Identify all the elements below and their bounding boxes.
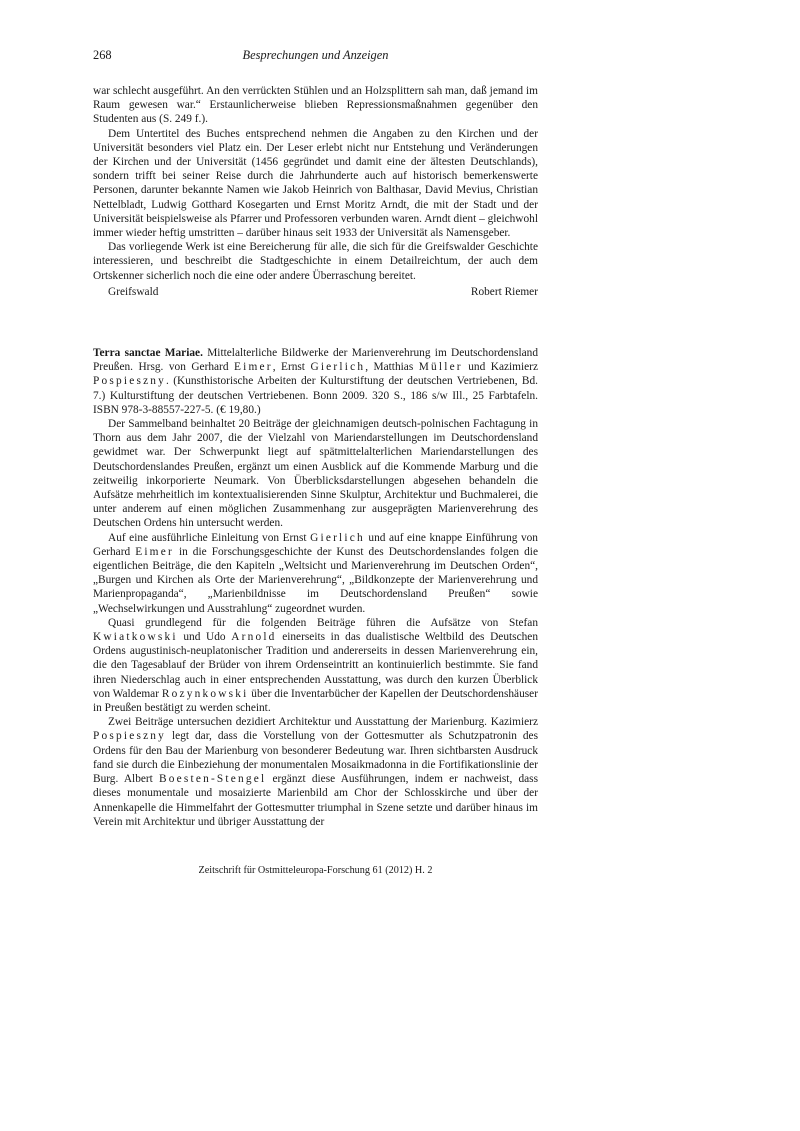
paragraph-text: Quasi grundlegend für die folgenden Beiträge führen die Aufsätze von Stefan — [108, 616, 538, 629]
review-2-paragraph — [93, 715, 538, 829]
author-name: Kwiatkowski — [93, 631, 178, 644]
biblio-text: , Matthias — [365, 361, 419, 374]
biblio-text: Mittelalterliche Bildwerke der Marienverehrung im Deutschordensland Preußen. Hrsg. von Gerhard — [93, 347, 539, 374]
editor-name: Pospieszny — [93, 375, 167, 388]
book-title: Terra sanctae Mariae. — [93, 347, 203, 359]
paragraph-text: in die Forschungsgeschichte der Kunst des Deutschordenslandes folgen die eigentlichen Beiträge, die den Kapiteln „Weltsicht und Marienverehrung im Deutschen Orden“, „Burgen und Kirchen als Orte der Marienverehrung“, „Bildkonzepte der Marienverehrung und Marienpropaganda“, „Marienbildnisse im Deutschordensland Preußen“ sowie „Wechselwirkungen und Ausstrahlung“ zugeordnet wurden. — [93, 545, 538, 615]
reviewer-name: Robert Riemer — [470, 285, 538, 298]
bibliographic-entry — [93, 346, 538, 417]
review-1-paragraph: Das vorliegende Werk ist eine Bereicherung für alle, die sich für die Greifswalder Geschichte interessieren, und beschreibt die Stadtgeschichte in einem Detailreichtum, der auch dem Ortskenner sicherlich noch die eine oder andere Überraschung bereitet. — [93, 241, 538, 282]
biblio-text: . (Kunsthistorische Arbeiten der Kulturstiftung der deutschen Vertriebenen, Bd. 7.) Kulturstiftung der deutschen Vertriebenen. Bonn 2009. 320 S., 186 s/w Ill., 25 Farbtafeln. ISBN 978-3-88557-227-5. (€ 19,80.) — [93, 375, 538, 416]
page-header — [93, 48, 538, 64]
review-2-paragraph — [93, 531, 538, 616]
biblio-text: , Ernst — [272, 361, 311, 374]
paragraph-text: und Udo — [177, 631, 232, 644]
author-name: Boesten-Stengel — [159, 773, 267, 786]
running-title: Besprechungen und Anzeigen — [242, 48, 389, 62]
paragraph-text: und auf eine knappe Einführung von Gerhard — [93, 531, 538, 558]
author-name: Rozynkowski — [161, 687, 249, 700]
author-name: Eimer — [135, 545, 174, 558]
review-2-paragraph: Der Sammelband beinhaltet 20 Beiträge der gleichnamigen deutsch-polnischen Fachtagung in Thorn aus dem Jahr 2007, die der Vielzahl von Mariendarstellungen im Deutschordensland gewidmet war. Der Schwerpunkt liegt auf spätmittelalterlichen Mariendarstellungen des Deutschordenslandes Preußen, ergänzt um einen Ausblick auf die Kommende Marburg und die zeitweilig inkorporierte Neumark. Von Überblicksdarstellungen abgesehen behandeln die Aufsätze mehrheitlich im kontextualisierenden Sinne Skulptur, Architektur und Buchmalerei, die unter anderem auf einen möglichen Zusammenhang zur ausgeprägten Marienverehrung des Deutschen Ordens hin untersucht werden. — [93, 418, 538, 530]
page-number: 268 — [93, 48, 112, 62]
review-1 — [93, 84, 538, 300]
paragraph-text: ergänzt diese Ausführungen, indem er nachweist, dass dieses monumentale und mosaizierte Marienbild am Chor der Schlosskirche und über der Annenkapelle die Himmelfahrt der Gottesmutter triumphal in Szene setzte und darüber hinaus im Verein mit Architektur und übriger Ausstattung der — [93, 773, 538, 828]
review-1-paragraph: war schlecht ausgeführt. An den verrückten Stühlen und an Holzsplittern sah man, daß jemand im Raum gewesen war.“ Erstaunlicherweise blieben Repressionsmaßnahmen gegenüber den Studenten aus (S. 249 f.). — [93, 85, 538, 126]
journal-footer: Zeitschrift für Ostmitteleuropa-Forschung 61 (2012) H. 2 — [198, 865, 433, 876]
paragraph-text: einerseits in das dualistische Weltbild des Deutschen Ordens augustinisch-neuplatonischer Tradition und andererseits in dessen Marienverehrung ein, die den Tagesablauf der Brüder von ihrem Ordenseintritt an kontinuierlich bestimmte. Sie fand ihren Niederschlag auch in einer entsprechenden Ausstattung, was durch den kurzen Überblick von Waldemar — [93, 631, 538, 700]
review-2 — [93, 346, 538, 829]
editor-name: Müller — [418, 361, 463, 374]
biblio-text: und Kazimierz — [462, 361, 538, 374]
paragraph-text: legt dar, dass die Vorstellung von der Gottesmutter als Schutzpatronin des Ordens für den Bau der Marienburg von besonderer Bedeutung war. Ihren sichtbarsten Ausdruck fand sie durch die Einbeziehung der monumentalen Mosaikmadonna in die Fortifikationslinie der Burg. Albert — [93, 730, 538, 786]
editor-name: Gierlich — [310, 361, 366, 374]
paragraph-text: Zwei Beiträge untersuchen dezidiert Architektur und Ausstattung der Marienburg. Kazimierz — [108, 716, 538, 729]
author-name: Pospieszny — [93, 730, 167, 743]
reviewer-place: Greifswald — [108, 285, 159, 298]
paragraph-text: über die Inventarbücher der Kapellen der Deutschordenshäuser in Preußen bestätigt zu werden scheint. — [93, 687, 538, 715]
review-signature — [93, 285, 538, 300]
paragraph-text: Auf eine ausführliche Einleitung von Ernst — [108, 531, 311, 544]
author-name: Gierlich — [310, 531, 365, 544]
editor-name: Eimer — [233, 361, 273, 374]
review-2-paragraph — [93, 616, 538, 715]
author-name: Arnold — [231, 631, 277, 644]
review-1-paragraph: Dem Untertitel des Buches entsprechend nehmen die Angaben zu den Kirchen und der Universität besonders viel Platz ein. Der Leser erlebt nicht nur Entstehung und Veränderungen der Kirchen und der Universität (1456 gegründet und damit eine der ältesten Deutschlands), sondern trifft bei seiner Reise durch die Jahrhunderte auch auf historisch bemerkenswerte Personen, darunter bekannte Namen wie Jakob Heinrich von Balthasar, David Mevius, Christian Nettelbladt, Ludwig Gotthard Kosegarten und Ernst Moritz Arndt, die mit der Stadt und der Universität beispielsweise als Pfarrer und Professoren verbunden waren. Arndt dient – gleichwohl immer wieder heftig umstritten – darüber hinaus seit 1933 der Universität als Namensgeber. — [93, 127, 538, 240]
